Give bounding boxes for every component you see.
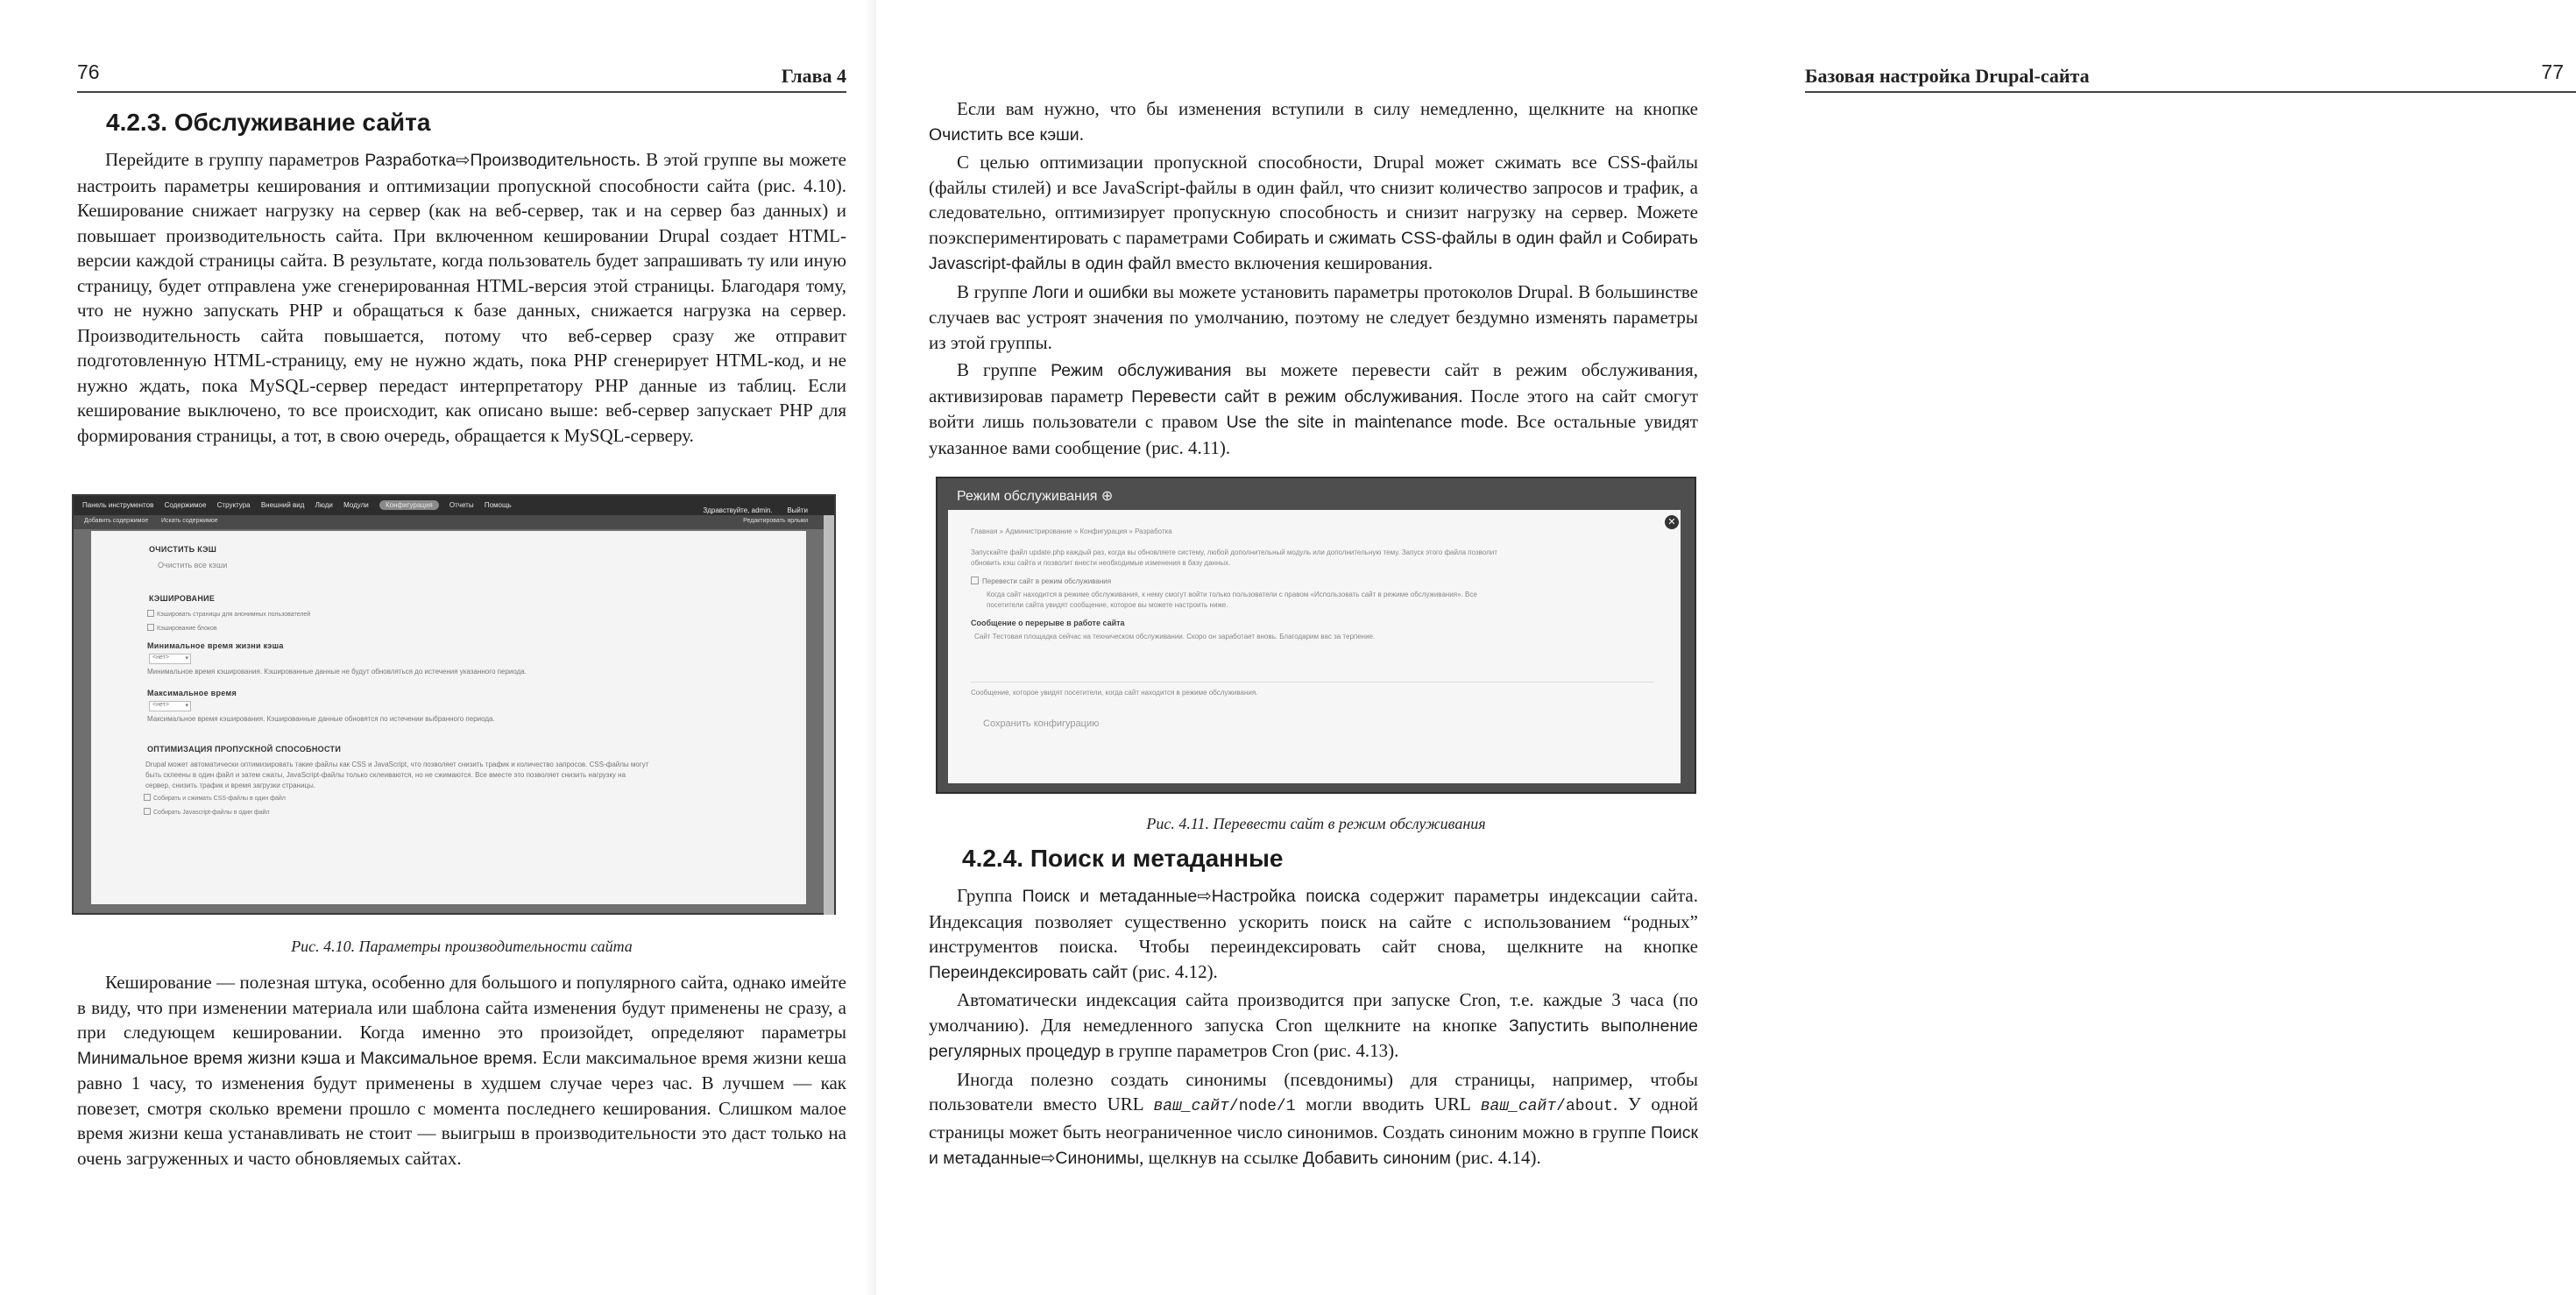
checkbox-cache-blocks[interactable]: Кэширование блоков — [147, 624, 217, 632]
intro-text: обновить кэш сайта и позволит внести необходимые изменения в базу данных. — [971, 559, 1231, 567]
breadcrumb[interactable]: Главная » Администрирование » Конфигурация » Разработка — [971, 527, 1172, 535]
paragraph: Иногда полезно создать синонимы (псевдонимы) для страницы, например, чтобы пользователи вместо URL ваш_сайт/node/1 могли вводить URL ваш_сайт/about. У одной страницы может быть неограниченное число синонимов. Создать синоним можно в группе Поиск и метаданные⇨Синонимы, щелкнув на ссылке Добавить синоним (рис. 4.14). — [929, 1068, 1698, 1168]
caching-heading: КЭШИРОВАНИЕ — [149, 594, 216, 603]
section-title-4-2-4: 4.2.4. Поиск и метаданные — [962, 845, 1284, 872]
figure-4-11-caption: Рис. 4.11. Перевести сайт в режим обслуживания — [1146, 815, 1486, 832]
toolbar-item-active[interactable]: Конфигурация — [379, 500, 439, 510]
toolbar-item[interactable]: Внешний вид — [260, 501, 305, 509]
bandwidth-heading: ОПТИМИЗАЦИЯ ПРОПУСКНОЙ СПОСОБНОСТИ — [147, 745, 342, 754]
left-text-bottom — [77, 970, 846, 1173]
page-number-right: 77 — [2541, 60, 2564, 83]
paragraph: С целью оптимизации пропускной способности, Drupal может сжимать все CSS-файлы (файлы стилей) и все JavaScript-файлы в один файл, что снизит количество запросов и трафик, а следовательно, оптимизирует пропускную способность и снизит нагрузку на сервер. Можете поэкспериментировать с параметрами Собирать и сжимать CSS-файлы в один файл и Собирать Javascript-файлы в один файл вместо включения кеширования. — [929, 152, 1698, 273]
message-textarea[interactable]: Сайт Тестовая площадка сейчас на техническом обслуживании. Скоро он заработает вновь. Благодарим вас за терпение. — [974, 633, 1376, 640]
right-running-head — [1805, 46, 2576, 93]
checkbox-description: посетители сайта увидят сообщение, которое вы можете настроить ниже. — [987, 601, 1228, 609]
toolbar-item[interactable]: Помощь — [484, 501, 512, 509]
toolbar-item[interactable]: Панель инструментов — [82, 501, 154, 509]
paragraph: Перейдите в группу параметров Разработка⇨Производительность. В этой группе вы можете настроить параметры кеширования и оптимизации пропускной способности сайта (рис. 4.10). Кеширование снижает нагрузку на сервер (как на веб-сервер, так и на сервер баз данных) и повышает производительность сайта. При включенном кешировании Drupal создает HTML-версии каждой страницы сайта. В результате, когда пользователь будет запрашивать ту или иную страницу, будет отправлена уже сгенерированная HTML-версия этой страницы. Благодаря тому, что не нужно запускать PHP и обращаться к базе данных, снижается нагрузка на сервер. Производительность сайта повышается, потому что веб-сервер сразу же отправит подготовленную HTML-страницу, ему не нужно ждать, пока PHP сгенерирует HTML-код, и не нужно ждать, пока MySQL-сервер передаст интерпретатору PHP данные из таблиц. Если кеширование выключено, то все происходит, как описано выше: веб-сервер запускает PHP для формирования страницы, а тот, в свою очередь, обращается к MySQL-серверу. — [77, 149, 846, 446]
left-page — [0, 0, 876, 1295]
clear-cache-button[interactable]: Очистить все кэши — [158, 561, 228, 570]
checkbox-description: Когда сайт находится в режиме обслуживания, к нему смогут войти только пользователи с правом «Использовать сайт в режиме обслуживания». Все — [987, 591, 1477, 598]
close-icon[interactable]: ✕ — [1665, 515, 1679, 529]
chapter-label-right: Базовая настройка Drupal-сайта — [1805, 65, 2090, 87]
min-lifetime-description: Минимальное время кэширования. Кэшированные данные не будут обновляться до истечения указанного периода. — [147, 668, 527, 676]
left-running-head — [77, 46, 846, 93]
checkbox-aggregate-css[interactable]: Собирать и сжимать CSS-файлы в один файл — [144, 794, 286, 802]
admin-toolbar — [74, 496, 834, 515]
right-text-bottom — [929, 883, 1698, 1174]
checkbox-aggregate-js[interactable]: Собирать Javascript-файлы в один файл — [144, 808, 270, 816]
logout-link[interactable]: Выйти — [787, 506, 808, 514]
bandwidth-description: сервер, снизить трафик и время загрузки страницы. — [145, 782, 315, 789]
intro-text: Запускайте файл update.php каждый раз, когда вы обновляете систему, любой дополнительный модуль или дополнительную тему. Запуск этого файла позволит — [971, 548, 1497, 556]
message-label: Сообщение о перерыве в работе сайта — [971, 619, 1125, 627]
figure-4-10-caption: Рис. 4.10. Параметры производительности сайта — [291, 938, 633, 955]
paragraph: Если вам нужно, что бы изменения вступили в силу немедленно, щелкните на кнопке Очистить все кэши. — [929, 98, 1698, 145]
shortcut-add-content[interactable]: Добавить содержимое — [84, 518, 149, 524]
performance-form — [91, 531, 806, 904]
toolbar-item[interactable]: Структура — [216, 501, 251, 509]
figure-4-11-screenshot — [936, 477, 1696, 794]
max-age-description: Максимальное время кэширования. Кэшированные данные обновятся по истечении выбранного периода. — [147, 715, 495, 723]
paragraph: В группе Режим обслуживания вы можете перевести сайт в режим обслуживания, активизировав параметр Перевести сайт в режим обслуживания. После этого на сайт смогут войти лишь пользователи с правом Use the site in maintenance mode. Все остальные увидят указанное вами сообщение (рис. 4.11). — [929, 359, 1698, 458]
figure-4-10-screenshot — [72, 494, 836, 915]
max-age-select[interactable]: <нет> ▾ — [149, 701, 191, 711]
shortcut-bar — [74, 515, 834, 529]
right-text-top — [929, 96, 1698, 463]
paragraph: В группе Логи и ошибки вы можете установить параметры протоколов Drupal. В большинстве случаев вас устроят значения по умолчанию, поэтому не следует бездумно изменять параметры из этой группы. — [929, 280, 1698, 353]
min-lifetime-select[interactable]: <нет> ▾ — [149, 654, 191, 664]
scrollbar[interactable] — [824, 515, 834, 915]
paragraph: Кеширование — полезная штука, особенно для большого и популярного сайта, однако имейте в виду, что при изменении материала или шаблона сайта изменения будут применены не сразу, а при следующем кешировании. Когда именно это произойдет, определяют параметры Минимальное время жизни кэша и Максимальное время. Если максимальное время жизни кеша равно 1 часу, то изменения будут применены в худшем случае через час. В лучшем — как повезет, смотря сколько времени прошло с момента последнего кеширования. Слишком малое время жизни кеша устанавливать не стоит — выигрыш в производительности это даст только на очень загруженных и часто обновляемых сайтах. — [77, 972, 846, 1169]
toolbar-item[interactable]: Отчеты — [449, 501, 474, 509]
clear-cache-heading: ОЧИСТИТЬ КЭШ — [149, 545, 217, 554]
max-age-label: Максимальное время — [147, 689, 237, 697]
user-greeting: Здравствуйте, admin. Выйти — [703, 506, 808, 514]
chapter-label-left: Глава 4 — [781, 65, 846, 87]
bandwidth-description: Drupal может автоматически оптимизировать такие файлы как CSS и JavaScript, что позволяет снизить трафик и количество запросов. CSS-файлы могут — [145, 761, 649, 768]
toolbar-item[interactable]: Модули — [343, 501, 369, 509]
bandwidth-description: быть склеены в один файл и затем сжаты, JavaScript-файлы только склеиваются, но не сжимаются. Все вместе это позволяет снизить нагрузку на — [145, 771, 626, 779]
checkbox-cache-pages[interactable]: Кэшировать страницы для анонимных пользователей — [147, 610, 310, 618]
shortcut-find-content[interactable]: Искать содержимое — [161, 518, 218, 524]
dialog-title: Режим обслуживания ⊕ — [957, 489, 1114, 504]
left-text-top — [77, 147, 846, 450]
toolbar-item[interactable]: Содержимое — [164, 501, 207, 509]
toolbar-item[interactable]: Люди — [315, 501, 333, 509]
maintenance-mode-checkbox[interactable]: Перевести сайт в режим обслуживания — [971, 577, 1111, 585]
page-number-left: 76 — [77, 60, 100, 83]
paragraph: Группа Поиск и метаданные⇨Настройка поиска содержит параметры индексации сайта. Индексация позволяет существенно ускорить поиск на сайте с использованием “родных” инструментов поиска. Чтобы переиндексировать сайт снова, щелкните на кнопке Переиндексировать сайт (рис. 4.12). — [929, 885, 1698, 982]
shortcut-edit[interactable]: Редактировать ярлыки — [743, 518, 808, 524]
section-title-4-2-3: 4.2.3. Обслуживание сайта — [106, 109, 431, 136]
save-configuration-button[interactable]: Сохранить конфигурацию — [983, 718, 1100, 729]
maintenance-dialog — [948, 510, 1681, 783]
min-lifetime-label: Минимальное время жизни кэша — [147, 641, 284, 650]
paragraph: Автоматически индексация сайта производится при запуске Cron, т.е. каждые 3 часа (по умолчанию). Для немедленного запуска Cron щелкните на кнопке Запустить выполнение регулярных процедур в группе параметров Cron (рис. 4.13). — [929, 989, 1698, 1061]
message-description: Сообщение, которое увидят посетители, когда сайт находится в режиме обслуживания. — [971, 689, 1258, 697]
